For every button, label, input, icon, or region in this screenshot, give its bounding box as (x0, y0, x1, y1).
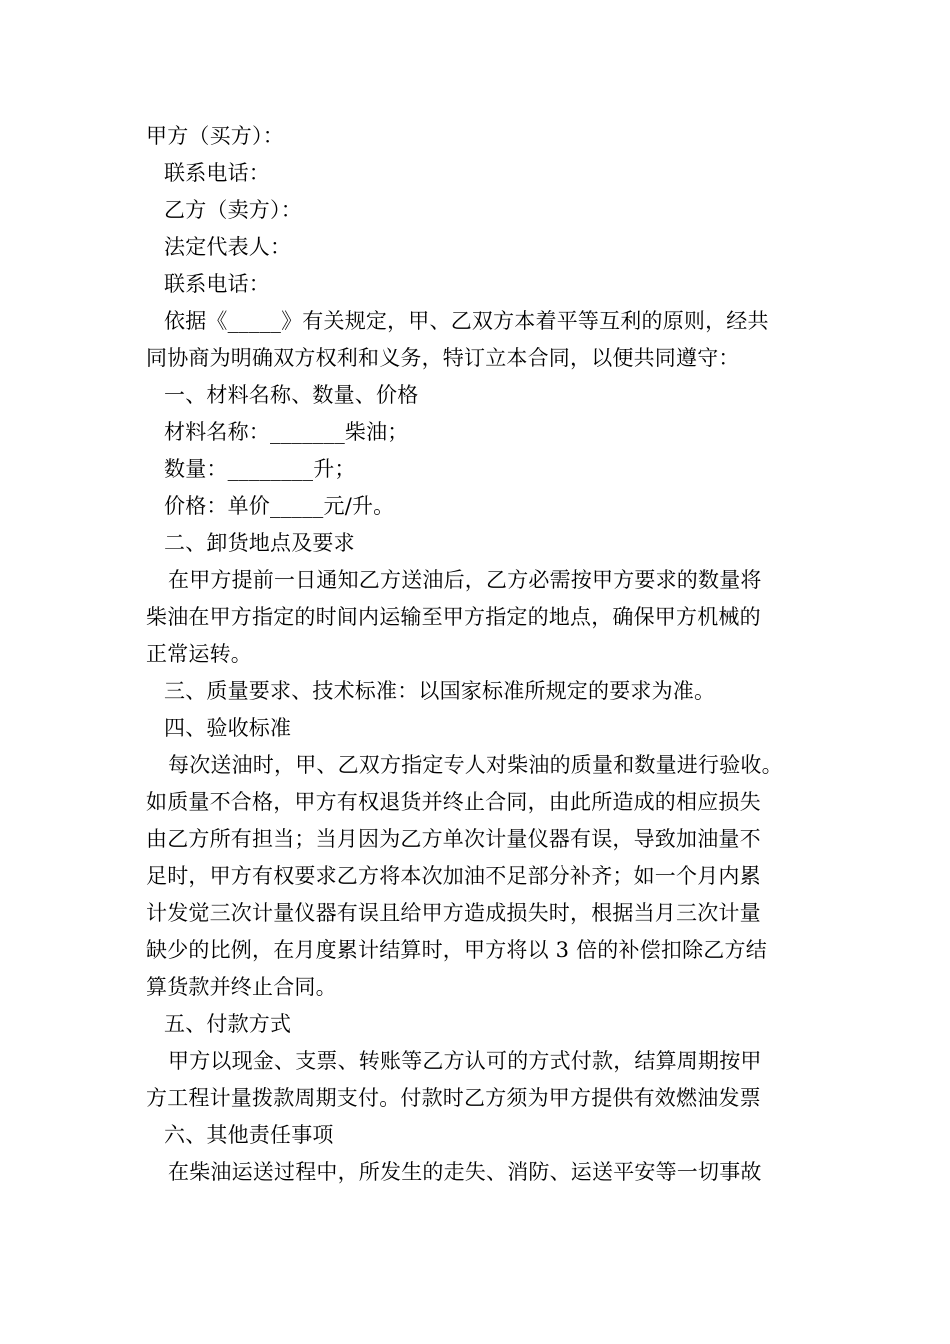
section-4-line-2: 如质量不合格，甲方有权退货并终止合同，由此所造成的相应损失 (146, 790, 761, 814)
section-6-line-1: 在柴油运送过程中，所发生的走失、消防、运送平安等一切事故 (168, 1160, 762, 1184)
section-4-line-4: 足时，甲方有权要求乙方将本次加油不足部分补齐；如一个月内累 (146, 864, 761, 888)
preamble-line-1: 依据《_____》有关规定，甲、乙双方本着平等互利的原则，经共 (164, 309, 769, 333)
section-4-line-1: 每次送油时，甲、乙双方指定专人对柴油的质量和数量进行验收。 (168, 753, 783, 777)
party-a-phone: 联系电话： (164, 161, 270, 185)
section-4-line-5: 计发觉三次计量仪器有误且给甲方造成损失时，根据当月三次计量 (146, 901, 761, 925)
party-b-phone: 联系电话： (164, 272, 270, 296)
party-b-seller: 乙方（卖方）： (164, 198, 302, 222)
section-4-line-6: 缺少的比例，在月度累计结算时，甲方将以 3 倍的补偿扣除乙方结 (146, 938, 767, 962)
section-4-heading: 四、验收标准 (164, 716, 292, 740)
section-2-line-3: 正常运转。 (146, 642, 252, 666)
quantity: 数量：________升； (164, 457, 356, 481)
preamble-line-2: 同协商为明确双方权利和义务，特订立本合同，以便共同遵守： (146, 346, 740, 370)
section-6-heading: 六、其他责任事项 (164, 1123, 334, 1147)
section-5-line-2: 方工程计量拨款周期支付。付款时乙方须为甲方提供有效燃油发票 (146, 1086, 761, 1110)
section-5-heading: 五、付款方式 (164, 1012, 292, 1036)
party-a-buyer: 甲方（买方）： (146, 124, 284, 148)
section-2-heading: 二、卸货地点及要求 (164, 531, 355, 555)
section-2-line-2: 柴油在甲方指定的时间内运输至甲方指定的地点，确保甲方机械的 (146, 605, 761, 629)
legal-representative: 法定代表人： (164, 235, 292, 259)
section-2-line-1: 在甲方提前一日通知乙方送油后，乙方必需按甲方要求的数量将 (168, 568, 762, 592)
section-1-heading: 一、材料名称、数量、价格 (164, 383, 419, 407)
material-name: 材料名称：_______柴油； (164, 420, 409, 444)
section-5-line-1: 甲方以现金、支票、转账等乙方认可的方式付款，结算周期按甲 (168, 1049, 762, 1073)
section-4-line-7: 算货款并终止合同。 (146, 975, 337, 999)
section-3-heading: 三、质量要求、技术标准：以国家标准所规定的要求为准。 (164, 679, 716, 703)
price: 价格：单价_____元/升。 (164, 494, 395, 518)
section-4-line-3: 由乙方所有担当；当月因为乙方单次计量仪器有误，导致加油量不 (146, 827, 761, 851)
